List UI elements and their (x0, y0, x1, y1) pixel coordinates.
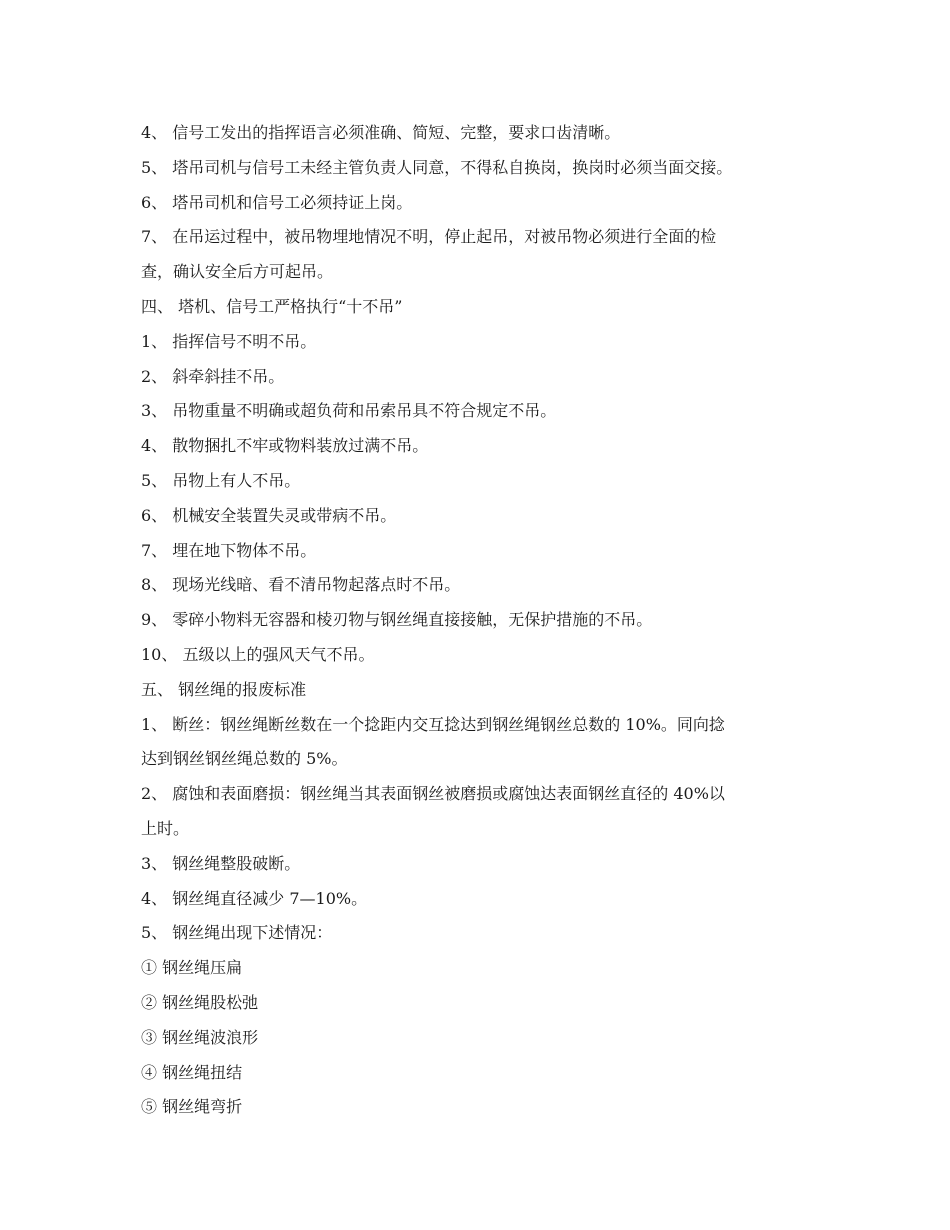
text-line: 1、 指挥信号不明不吊。 (141, 331, 317, 351)
text-line: 9、 零碎小物料无容器和棱刃物与钢丝绳直接接触，无保护措施的不吊。 (141, 610, 653, 630)
text-line: 6、 机械安全装置失灵或带病不吊。 (141, 505, 397, 525)
section-heading: 四、 塔机、信号工严格执行“十不吊” (141, 296, 403, 316)
text-line: 5、 钢丝绳出现下述情况： (141, 923, 333, 943)
text-line: ④ 钢丝绳扭结 (141, 1062, 243, 1082)
text-line: ② 钢丝绳股松弛 (141, 992, 259, 1012)
text-line: 2、 斜牵斜挂不吊。 (141, 366, 285, 386)
text-line: ⑤ 钢丝绳弯折 (141, 1097, 243, 1117)
text-line: 4、 散物捆扎不牢或物料装放过满不吊。 (141, 436, 429, 456)
text-line: 3、 钢丝绳整股破断。 (141, 853, 301, 873)
text-line: 3、 吊物重量不明确或超负荷和吊索吊具不符合规定不吊。 (141, 401, 557, 421)
section-heading: 五、 钢丝绳的报废标准 (141, 679, 307, 699)
text-line: 5、 塔吊司机与信号工未经主管负责人同意，不得私自换岗，换岗时必须当面交接。 (141, 157, 733, 177)
text-line: 5、 吊物上有人不吊。 (141, 470, 301, 490)
text-line: 4、 信号工发出的指挥语言必须准确、简短、完整，要求口齿清晰。 (141, 123, 621, 142)
text-line: 8、 现场光线暗、看不清吊物起落点时不吊。 (141, 575, 461, 595)
text-line: ① 钢丝绳压扁 (141, 958, 243, 978)
text-line: 上时。 (141, 818, 190, 838)
text-line: 7、 在吊运过程中，被吊物埋地情况不明，停止起吊，对被吊物必须进行全面的检 (141, 227, 717, 247)
text-line: 7、 埋在地下物体不吊。 (141, 540, 317, 560)
text-line: 4、 钢丝绳直径减少 7—10%。 (141, 888, 368, 908)
text-line: ③ 钢丝绳波浪形 (141, 1027, 259, 1047)
text-line: 10、 五级以上的强风天气不吊。 (141, 644, 375, 664)
text-line: 达到钢丝钢丝绳总数的 5%。 (141, 749, 348, 769)
text-line: 查，确认安全后方可起吊。 (141, 262, 334, 282)
document-body (141, 116, 831, 1125)
text-line: 6、 塔吊司机和信号工必须持证上岗。 (141, 192, 413, 212)
text-line: 2、 腐蚀和表面磨损：钢丝绳当其表面钢丝被磨损或腐蚀达表面钢丝直径的 40%以 (141, 784, 725, 804)
text-line: 1、 断丝：钢丝绳断丝数在一个捻距内交互捻达到钢丝绳钢丝总数的 10%。同向捻 (141, 714, 725, 734)
